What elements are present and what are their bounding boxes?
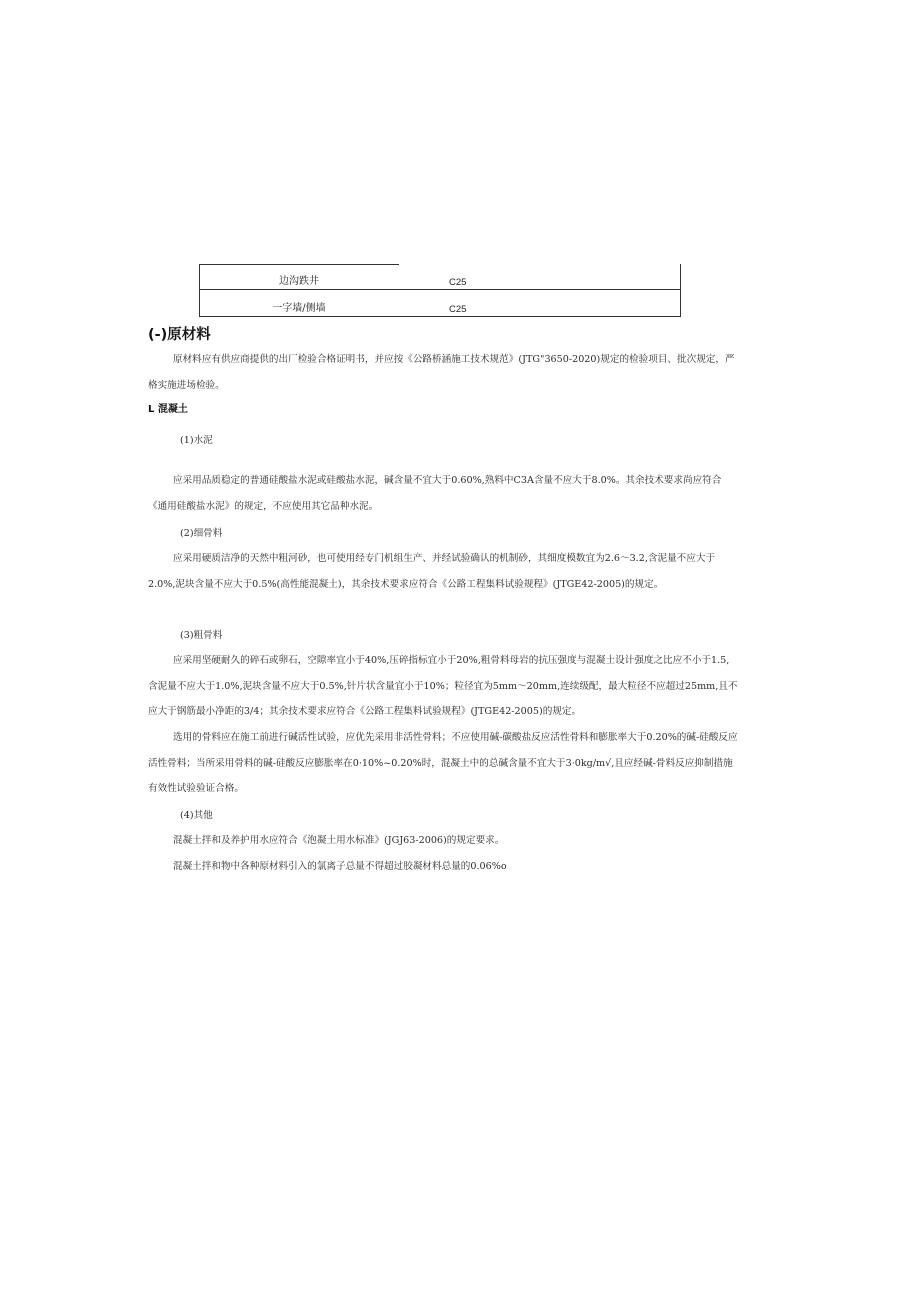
table-cell-name: 边沟跌井 bbox=[279, 276, 319, 287]
section-heading: (-)原材料 bbox=[148, 327, 211, 343]
table-row-divider bbox=[199, 289, 681, 290]
table-top-rule bbox=[199, 264, 399, 265]
table-right-border bbox=[680, 264, 681, 317]
mixing-water-paragraph: 混凝土拌和及养护用水应符合《泡凝土用水标准》(JGJ63-2006)的规定要求。 bbox=[173, 835, 505, 846]
fine-aggregate-paragraph: 应采用硬质洁净的天然中粗河砂，也可使用经专门机组生产、并经试验确认的机制砂，其细度模数宜为2.6～3.2,含泥量不应大于2.0%,泥块含量不应大于0.5%(高性能混凝土)，其余技术要求应符合《公路工程集料试验规程》(JTGE42-2005)的规定。 bbox=[148, 553, 716, 590]
table-bottom-rule bbox=[199, 316, 681, 317]
cement-title: (1)水泥 bbox=[180, 435, 213, 446]
grade-table bbox=[199, 264, 681, 317]
cement-paragraph: 应采用品质稳定的普通硅酸盐水泥或硅酸盐水泥，碱含量不宜大于0.60%,熟料中C3A含量不应大于8.0%。其余技术要求尚应符合《通用硅酸盐水泥》的规定，不应使用其它品种水泥。 bbox=[148, 475, 722, 512]
coarse-aggregate-title: (3)粗骨料 bbox=[180, 630, 223, 641]
intro-paragraph: 原材料应有供应商提供的出厂检验合格证明书，并应按《公路桥涵施工技术规范》(JTG"3650-2020)规定的检验项目、批次规定，严格实施进场检验。 bbox=[148, 354, 735, 391]
coarse-aggregate-paragraph: 应采用坚硬耐久的碎石或卵石，空隙率宜小于40%,压碎指标宜小于20%,粗骨料母岩的抗压强度与混凝土设计强度之比应不小于1.5,含泥量不应大于1.0%,泥块含量不应大于0.5%,针片状含量宜小于10%；粒径宜为5mm～20mm,连续级配，最大粒径不应超过25mm,且不应大于钢筋最小净距的3/4；其余技术要求应符合《公路工程集料试验规程》(JTGE42-2005)的规定。 bbox=[148, 655, 738, 718]
alkali-reactivity-paragraph: 选用的骨料应在施工前进行碱活性试验，应优先采用非活性骨料；不应使用碱-碳酸盐反应活性骨料和膨胀率大于0.20%的碱-硅酸反应活性骨料；当所采用骨料的碱-硅酸反应膨胀率在0·10%~0.20%时，混凝土中的总碱含量不宜大于3·0kg∕m√,且应经碱-骨料反应抑制措施有效性试验验证合格。 bbox=[148, 732, 738, 795]
other-title: (4)其他 bbox=[180, 810, 213, 821]
table-cell-grade: C25 bbox=[449, 277, 467, 288]
concrete-heading: L 混凝土 bbox=[148, 404, 188, 415]
chloride-paragraph: 混凝土拌和物中各种原材料引入的氯离子总量不得超过胶凝材料总量的0.06%o bbox=[173, 861, 507, 872]
table-cell-name: 一字墙/侧墙 bbox=[272, 303, 326, 314]
table-cell-grade: C25 bbox=[449, 304, 467, 315]
fine-aggregate-title: (2)细骨料 bbox=[180, 528, 223, 539]
